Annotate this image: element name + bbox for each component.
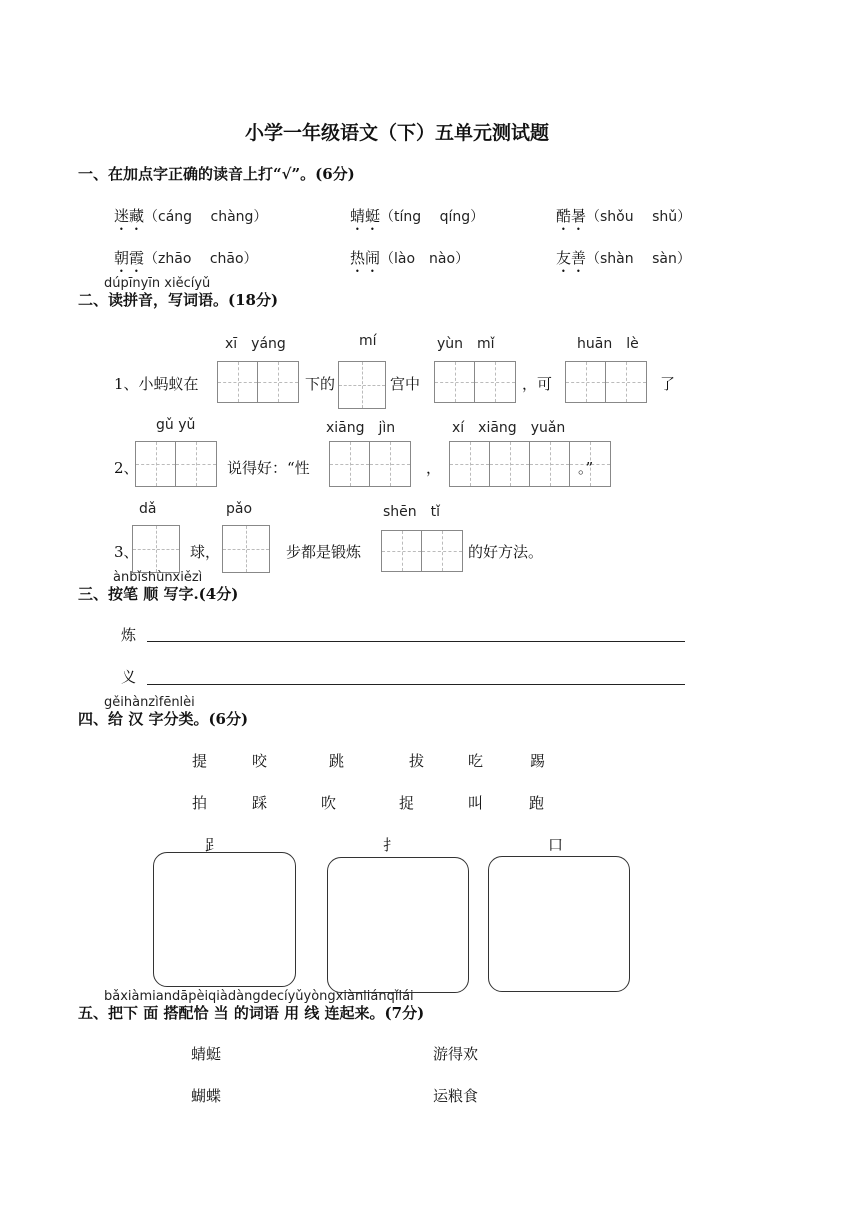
char-r1-1: 提 (192, 752, 208, 770)
q3-text-1: 3、 (114, 543, 139, 561)
q1-pinyin-1: xī yáng (225, 336, 286, 352)
q2-writing-grid-1[interactable] (135, 441, 217, 487)
word-1: 迷藏 (114, 207, 145, 225)
char-r2-4: 捉 (399, 794, 415, 812)
word-item-6 (556, 247, 691, 276)
q3-writing-grid-3[interactable] (381, 530, 463, 572)
char-r2-2: 踩 (252, 794, 268, 812)
q1-pinyin-4: huān lè (577, 336, 639, 352)
q1-text-4: ，可 (522, 375, 553, 393)
q3-pinyin-1: dǎ (139, 501, 157, 517)
word-3-options: （shǒu shǔ） (586, 209, 692, 225)
char-r1-5: 吃 (468, 752, 484, 770)
match-left-2[interactable]: 蝴蝶 (191, 1087, 222, 1105)
word-item-2 (350, 205, 484, 234)
q1-text-1: 1、小蚂蚁在 (114, 375, 199, 393)
word-4: 朝霞 (114, 249, 145, 267)
q2-text-1: 2、 (114, 459, 139, 477)
q1-writing-grid-1[interactable] (217, 361, 299, 403)
char-r2-5: 叫 (468, 794, 484, 812)
q2-pinyin-1: gǔ yǔ (156, 417, 196, 433)
char-r1-2: 咬 (252, 752, 268, 770)
section-2-heading: 二、读拼音，写词语。(18分) (78, 291, 279, 309)
section-3-heading: 三、按笔 顺 写字.(4分) (78, 585, 239, 603)
word-2-options: （tíng qíng） (380, 209, 485, 225)
word-item-4 (114, 247, 258, 276)
section-2-pinyin: dúpīnyīn xiěcíyǔ (104, 276, 211, 291)
stroke-char-2: 义 (121, 668, 137, 686)
q1-writing-grid-2[interactable] (338, 361, 386, 409)
word-1-options: （cáng chàng） (144, 209, 268, 225)
q2-writing-grid-2[interactable] (329, 441, 411, 487)
word-6-options: （shàn sàn） (586, 251, 691, 267)
stroke-char-1: 炼 (121, 626, 137, 644)
stroke-writing-line-1[interactable] (147, 641, 685, 642)
section-4-heading: 四、给 汉 字分类。(6分) (78, 710, 249, 728)
word-2: 蜻蜓 (350, 207, 381, 225)
char-r1-6: 踢 (530, 752, 546, 770)
q2-pinyin-2: xiāng jìn (326, 420, 396, 436)
q3-text-3: 步都是锻炼 (286, 543, 362, 561)
q1-writing-grid-3[interactable] (434, 361, 516, 403)
radical-box-1[interactable] (153, 852, 296, 987)
radical-label-1: 𧾷 (205, 836, 221, 854)
match-right-1[interactable]: 游得欢 (433, 1045, 479, 1063)
page-title: 小学一年级语文（下）五单元测试题 (245, 122, 550, 144)
radical-box-3[interactable] (488, 856, 630, 992)
radical-label-3: 口 (548, 836, 564, 854)
q2-text-3: ， (426, 459, 442, 477)
q3-text-4: 的好方法。 (468, 543, 544, 561)
q1-pinyin-2: mí (359, 333, 377, 349)
word-5: 热闹 (350, 249, 381, 267)
word-4-options: （zhāo chāo） (144, 251, 258, 267)
q2-pinyin-3: xí xiāng yuǎn (452, 420, 566, 436)
char-r1-4: 拔 (409, 752, 425, 770)
word-6: 友善 (556, 249, 587, 267)
word-item-5 (350, 247, 469, 276)
word-item-1 (114, 205, 267, 234)
section-5-heading: 五、把下 面 搭配恰 当 的词语 用 线 连起来。(7分) (78, 1004, 425, 1022)
stroke-writing-line-2[interactable] (147, 684, 685, 685)
q1-pinyin-3: yùn mǐ (437, 336, 495, 352)
radical-label-2: 扌 (383, 836, 399, 854)
char-r2-1: 拍 (192, 794, 208, 812)
q1-text-3: 宫中 (390, 375, 421, 393)
q2-text-2: 说得好：“性 (227, 459, 310, 477)
char-r2-3: 吹 (321, 794, 337, 812)
match-left-1[interactable]: 蜻蜓 (191, 1045, 222, 1063)
q3-text-2: 球， (190, 543, 221, 561)
word-3: 酷暑 (556, 207, 587, 225)
q1-text-5: 了 (660, 375, 676, 393)
word-item-3 (556, 205, 691, 234)
q3-pinyin-3: shēn tǐ (383, 504, 441, 520)
radical-box-2[interactable] (327, 857, 469, 993)
q1-writing-grid-4[interactable] (565, 361, 647, 403)
match-right-2[interactable]: 运粮食 (433, 1087, 479, 1105)
section-5-pinyin: bǎxiàmiandāpèiqiàdàngdecíyǔyòngxiànliánqǐlái (104, 989, 414, 1004)
section-1-heading: 一、在加点字正确的读音上打“√”。(6分) (78, 165, 355, 183)
char-r2-6: 跑 (529, 794, 545, 812)
char-r1-3: 跳 (329, 752, 345, 770)
section-3-pinyin: ànbǐshùnxiězì (113, 570, 203, 585)
q1-text-2: 下的 (305, 375, 336, 393)
q3-pinyin-2: pǎo (226, 501, 253, 517)
word-5-options: （lào nào） (380, 251, 470, 267)
q3-writing-grid-1[interactable] (132, 525, 180, 573)
section-4-pinyin: gěihànzìfēnlèi (104, 695, 195, 710)
q3-writing-grid-2[interactable] (222, 525, 270, 573)
q2-text-4: 。” (578, 459, 594, 477)
